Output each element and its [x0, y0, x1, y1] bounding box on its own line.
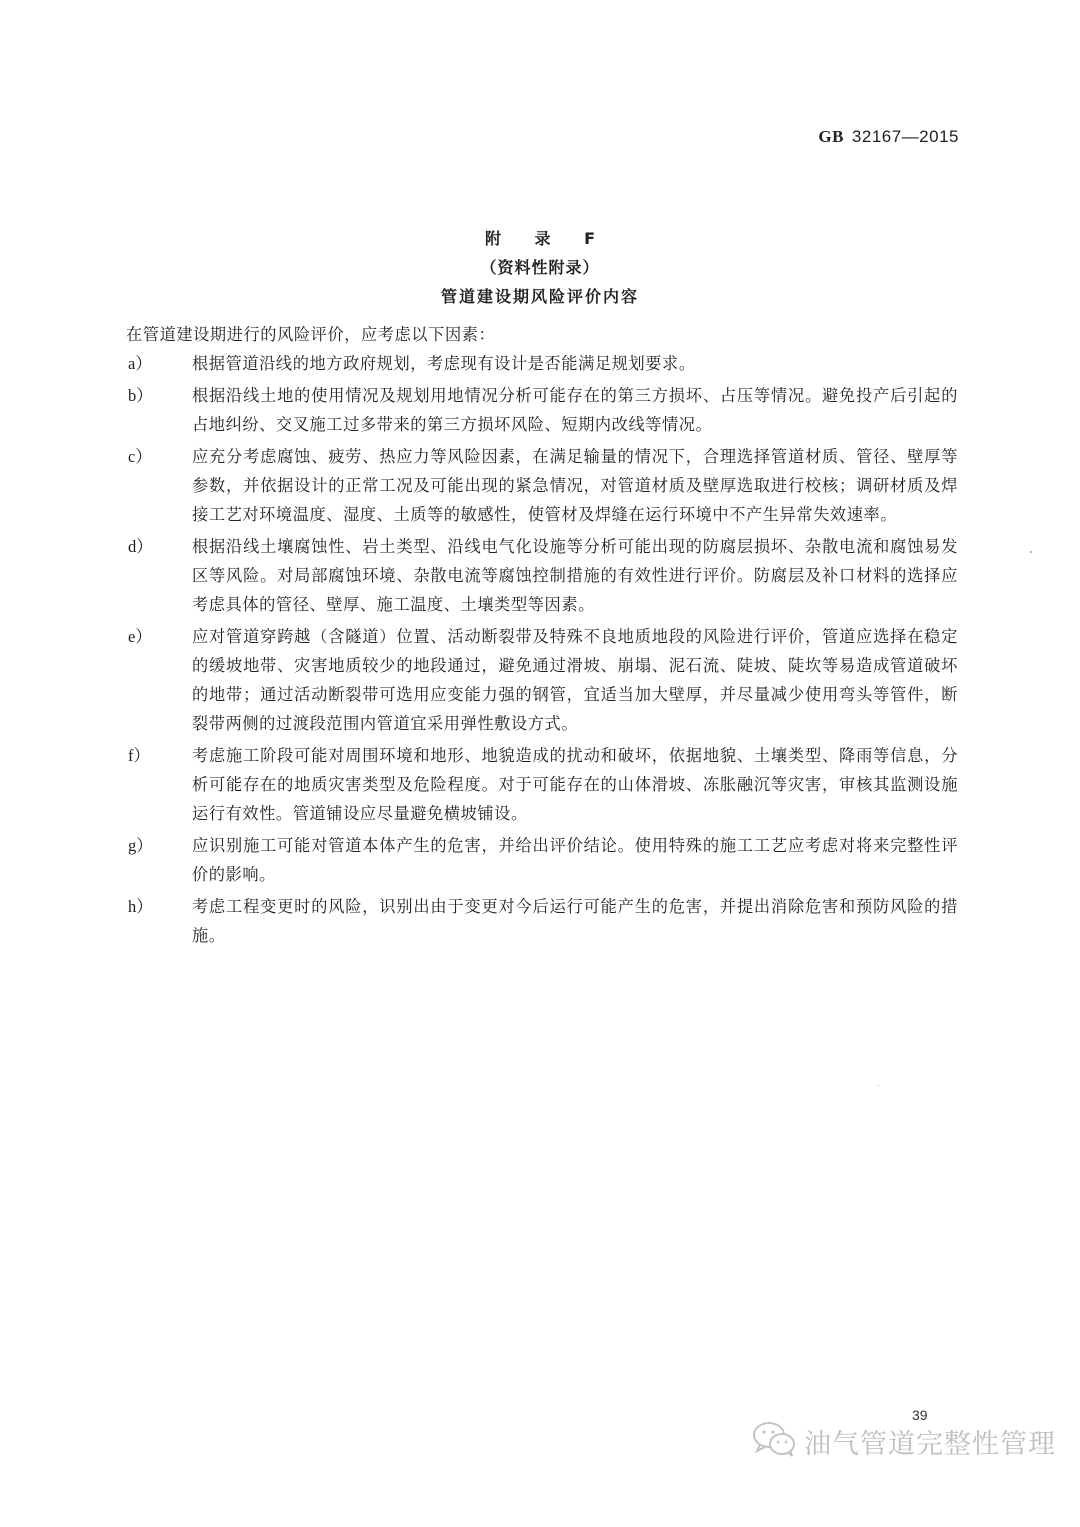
- scan-speck: [1030, 551, 1032, 553]
- item-label: e）: [128, 627, 152, 646]
- item-label: a）: [128, 354, 152, 373]
- item-text: 根据管道沿线的地方政府规划，考虑现有设计是否能满足规划要求。: [192, 354, 696, 373]
- item-text: 考虑工程变更时的风险，识别出由于变更对今后运行可能产生的危害，并提出消除危害和预防风险的措施。: [192, 897, 958, 945]
- list-item-d: [126, 532, 958, 619]
- item-text: 应充分考虑腐蚀、疲劳、热应力等风险因素，在满足输量的情况下，合理选择管道材质、管径、壁厚等参数，并依据设计的正常工况及可能出现的紧急情况，对管道材质及壁厚选取进行校核；调研材质及焊接工艺对环境温度、湿度、土质等的敏感性，使管材及焊缝在运行环境中不产生异常失效速率。: [192, 447, 958, 524]
- watermark: [752, 1420, 1056, 1462]
- item-label: f）: [128, 746, 150, 765]
- item-text: 考虑施工阶段可能对周围环境和地形、地貌造成的扰动和破坏，依据地貌、土壤类型、降雨等信息，分析可能存在的地质灾害类型及危险程度。对于可能存在的山体滑坡、冻胀融沉等灾害，审核其监测设施运行有效性。管道铺设应尽量避免横坡铺设。: [192, 746, 958, 823]
- standard-code: [818, 127, 959, 147]
- item-text: 根据沿线土壤腐蚀性、岩土类型、沿线电气化设施等分析可能出现的防腐层损坏、杂散电流和腐蚀易发区等风险。对局部腐蚀环境、杂散电流等腐蚀控制措施的有效性进行评价。防腐层及补口材料的选择应考虑具体的管径、壁厚、施工温度、土壤类型等因素。: [192, 537, 958, 614]
- list-item-c: [126, 442, 958, 529]
- item-label: b）: [128, 386, 153, 405]
- scan-speck: [878, 1085, 879, 1086]
- standard-number: 32167—2015: [851, 127, 959, 146]
- item-text: 应对管道穿跨越（含隧道）位置、活动断裂带及特殊不良地质地段的风险进行评价，管道应选择在稳定的缓坡地带、灾害地质较少的地段通过，避免通过滑坡、崩塌、泥石流、陡坡、陡坎等易造成管道破坏的地带；通过活动断裂带可选用应变能力强的钢管，宜适当加大壁厚，并尽量减少使用弯头等管件，断裂带两侧的过渡段范围内管道宜采用弹性敷设方式。: [192, 627, 958, 733]
- annex-type: （资料性附录）: [480, 258, 600, 277]
- item-label: h）: [128, 897, 153, 916]
- list-item-h: [126, 892, 958, 950]
- standard-prefix: GB: [818, 127, 844, 146]
- document-body: [126, 320, 958, 953]
- annex-title: 管道建设期风险评价内容: [440, 287, 639, 306]
- watermark-text: 油气管道完整性管理: [804, 1428, 1056, 1460]
- list-item-g: [126, 831, 958, 889]
- item-text: 应识别施工可能对管道本体产生的危害，并给出评价结论。使用特殊的施工工艺应考虑对将来完整性评价的影响。: [192, 836, 958, 884]
- wechat-icon: [752, 1420, 798, 1462]
- item-text: 根据沿线土地的使用情况及规划用地情况分析可能存在的第三方损坏、占压等情况。避免投产后引起的占地纠纷、交叉施工过多带来的第三方损坏风险、短期内改线等情况。: [192, 386, 958, 434]
- page-number: 39: [912, 1407, 928, 1423]
- item-label: d）: [128, 537, 153, 556]
- list-item-b: [126, 381, 958, 439]
- list-item-a: [126, 349, 958, 378]
- item-label: c）: [128, 447, 152, 466]
- intro-paragraph: 在管道建设期进行的风险评价，应考虑以下因素：: [126, 325, 496, 344]
- list-item-f: [126, 741, 958, 828]
- list-item-e: [126, 622, 958, 738]
- item-label: g）: [128, 836, 153, 855]
- annex-label: 附 录 F: [484, 229, 610, 248]
